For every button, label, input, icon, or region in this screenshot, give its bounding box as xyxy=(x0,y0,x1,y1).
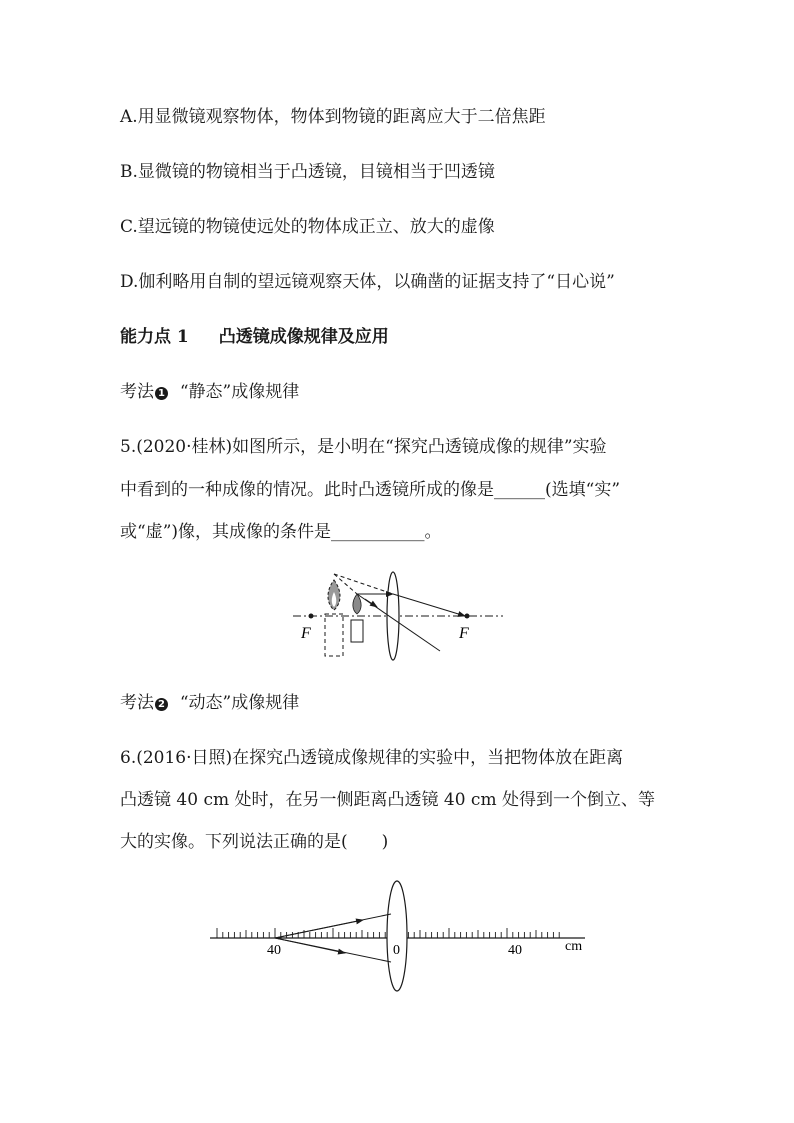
q5-line-3: 或“虚”)像，其成像的条件是___________。 xyxy=(120,522,442,542)
q5-lens-figure xyxy=(285,566,510,661)
section-title: 凸透镜成像规律及应用 xyxy=(218,327,389,347)
method-1-number-badge: 1 xyxy=(155,387,168,400)
q6-line-1: 6.(2016·日照)在探究凸透镜成像规律的实验中，当把物体放在距离 xyxy=(120,748,624,768)
option-a: A.用显微镜观察物体，物体到物镜的距离应大于二倍焦距 xyxy=(120,107,546,127)
ray-refracted xyxy=(393,594,465,616)
convex-lens-2 xyxy=(387,881,407,991)
option-d: D.伽利略用自制的望远镜观察天体，以确凿的证据支持了“日心说” xyxy=(120,272,615,292)
q5-line-2: 中看到的一种成像的情况。此时凸透镜所成的像是______(选填“实” xyxy=(120,480,621,500)
method-2-title: “动态”成像规律 xyxy=(179,693,300,713)
ray-extension-1 xyxy=(334,574,393,594)
ruler-label-zero: 0 xyxy=(393,943,400,958)
virtual-image-candle xyxy=(325,614,343,656)
method-1-prefix: 考法 xyxy=(120,382,154,402)
section-heading xyxy=(120,326,389,348)
option-b: B.显微镜的物镜相当于凸透镜，目镜相当于凹透镜 xyxy=(120,162,495,182)
q6-line-2: 凸透镜 40 cm 处时，在另一侧距离凸透镜 40 cm 处得到一个倒立、等 xyxy=(120,790,655,810)
ruler-unit: cm xyxy=(565,939,583,954)
candle-flame xyxy=(353,594,361,614)
option-c: C.望远镜的物镜使远处的物体成正立、放大的虚像 xyxy=(120,217,495,237)
focal-point-right xyxy=(465,614,470,619)
method-1-heading xyxy=(120,381,299,403)
method-2-heading xyxy=(120,692,299,714)
q6-ruler-figure xyxy=(205,878,590,996)
section-number: 能力点 1 xyxy=(120,327,189,347)
candle xyxy=(351,620,363,642)
method-2-prefix: 考法 xyxy=(120,693,154,713)
method-1-title: “静态”成像规律 xyxy=(179,382,300,402)
ruler-label-left-40: 40 xyxy=(267,943,281,958)
q6-line-3: 大的实像。下列说法正确的是( ) xyxy=(120,832,389,852)
focal-point-left xyxy=(309,614,314,619)
focal-label-right: F xyxy=(459,625,469,642)
q5-line-1: 5.(2020·桂林)如图所示，是小明在“探究凸透镜成像的规律”实验 xyxy=(120,437,607,457)
method-2-number-badge: 2 xyxy=(155,698,168,711)
ruler-label-right-40: 40 xyxy=(508,943,522,958)
focal-label-left: F xyxy=(301,625,311,642)
